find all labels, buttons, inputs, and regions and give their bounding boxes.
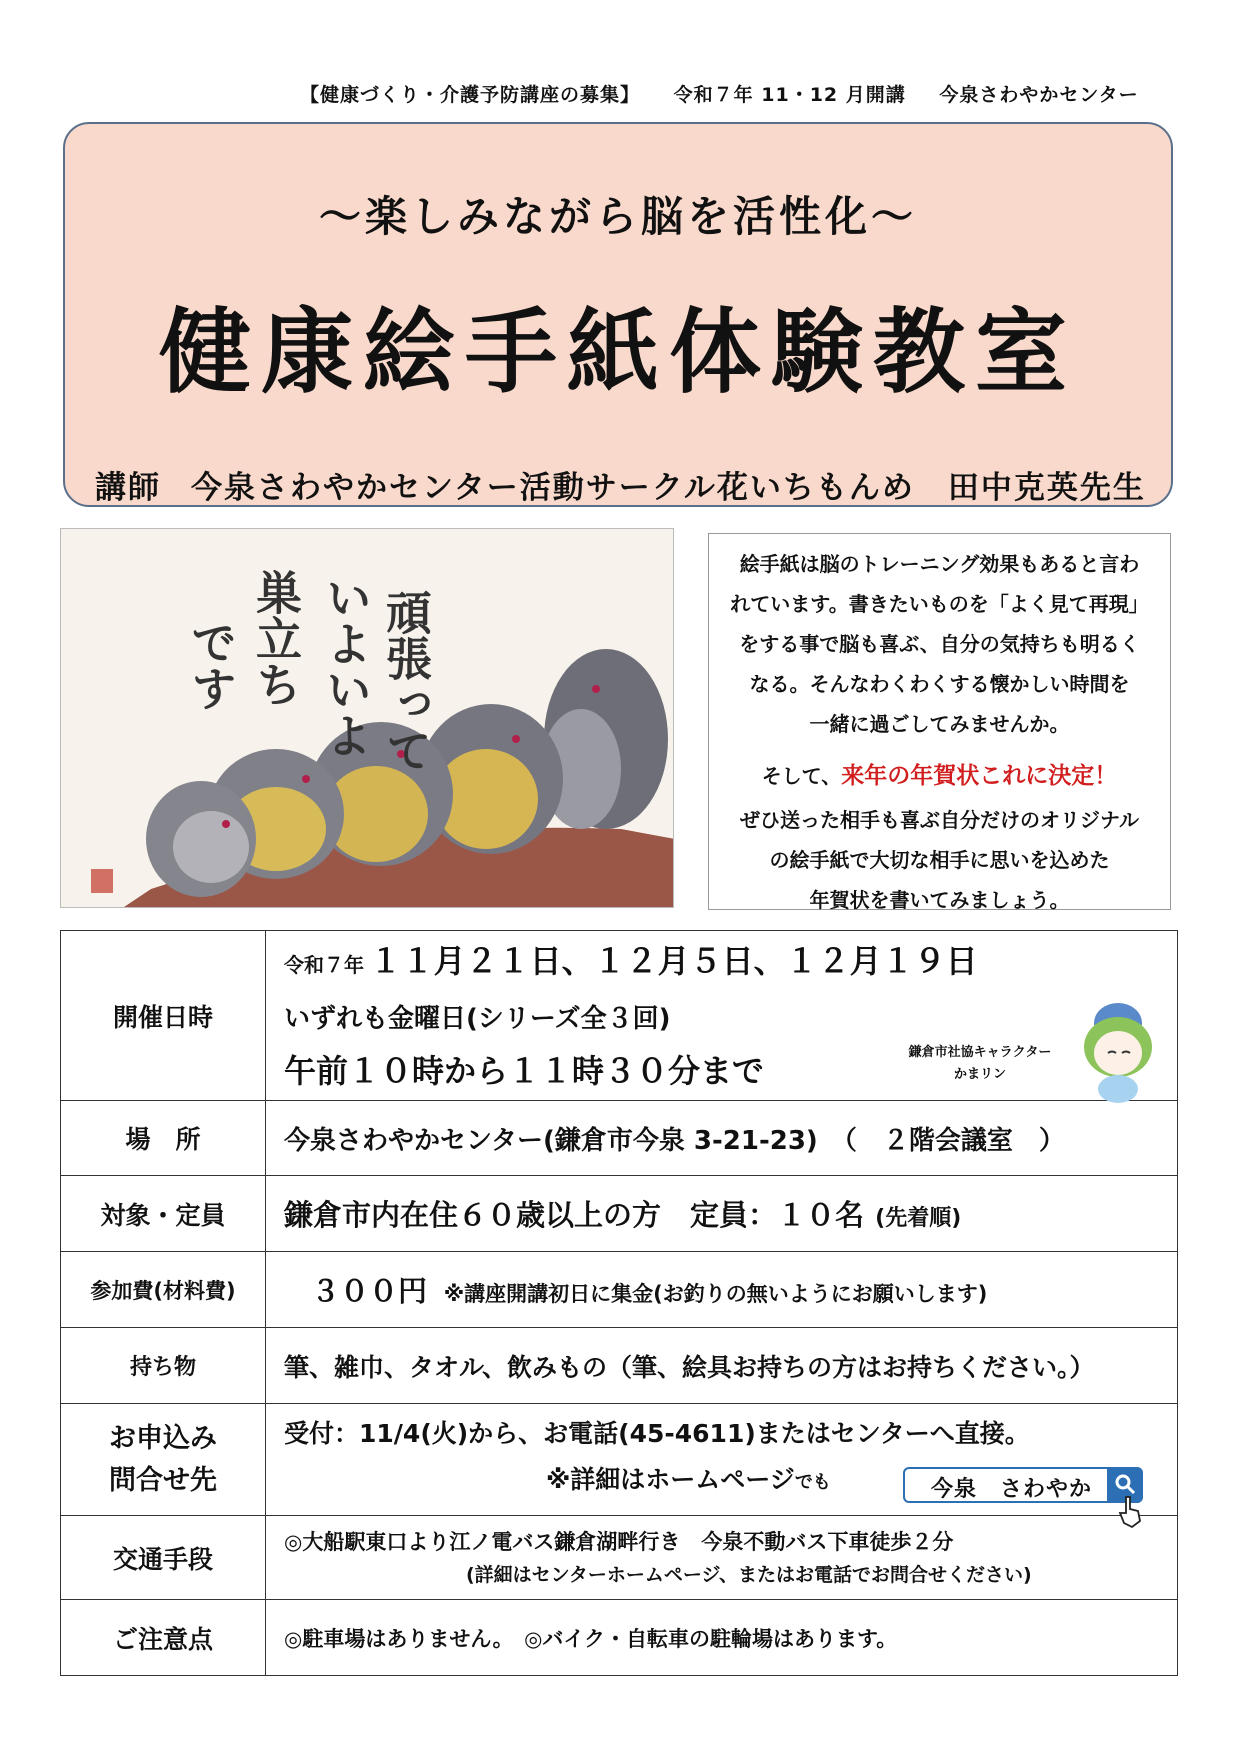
target-note: (先着順) xyxy=(875,1206,962,1231)
desc-line: 一緒に過ごしてみませんか。 xyxy=(809,712,1070,736)
label-fee: 参加費(材料費) xyxy=(61,1252,266,1328)
desc-closing: ぜひ送った相手も喜ぶ自分だけのオリジナル xyxy=(740,808,1139,832)
label-apply-2: 問合せ先 xyxy=(109,1464,217,1496)
mascot-caption-1: 鎌倉市社協キャラクター xyxy=(908,1045,1052,1060)
description-box xyxy=(708,533,1171,910)
artwork-text-2: いよいよ xyxy=(319,574,373,758)
header-category: 【健康づくり・介護予防講座の募集】 xyxy=(300,84,641,106)
apply-detail-main: ※詳細はホームページ xyxy=(546,1465,795,1494)
desc-highlight: 来年の年賀状これに決定！ xyxy=(841,763,1118,789)
desc-line: 絵手紙は脳のトレーニング効果もあると言わ xyxy=(739,552,1140,576)
apply-value: 受付：11/4(火)から、お電話(45-4611)またはセンターへ直接。 xyxy=(284,1419,1030,1448)
etegami-illustration xyxy=(60,528,674,908)
date-line xyxy=(284,935,1177,993)
subtitle: ～楽しみながら脳を活性化～ xyxy=(318,192,917,241)
desc-line: れています。書きたいものを「よく見て再現」 xyxy=(730,592,1149,616)
instructor-name: 今泉さわやかセンター活動サークル花いちもんめ 田中克英先生 xyxy=(191,470,1146,506)
venue-value: 今泉さわやかセンター(鎌倉市今泉 3-21-23) （ ２階会議室 ） xyxy=(284,1125,1065,1156)
seal-stamp xyxy=(91,869,113,893)
desc-highlight-line xyxy=(709,752,1170,800)
search-text: 今泉 さわやか xyxy=(931,1477,1093,1502)
pointer-hand-icon xyxy=(1118,1495,1144,1529)
header-period: 令和７年 11・12 月開講 xyxy=(673,84,906,106)
label-target: 対象・定員 xyxy=(61,1176,266,1252)
desc-lead: そして、 xyxy=(761,764,842,788)
label-items: 持ち物 xyxy=(61,1328,266,1404)
instructor-label: 講師 xyxy=(95,470,161,506)
date-weekday: いずれも金曜日(シリーズ全３回) xyxy=(284,1003,671,1034)
date-time: 午前１０時から１１時３０分まで xyxy=(284,1051,765,1090)
header-line xyxy=(300,80,1165,107)
label-venue: 場 所 xyxy=(61,1101,266,1176)
label-apply-1: お申込み xyxy=(109,1422,217,1454)
date-era: 令和７年 xyxy=(284,952,364,977)
row-fee xyxy=(61,1252,1178,1328)
label-access: 交通手段 xyxy=(61,1516,266,1600)
birds-illustration xyxy=(61,529,674,908)
row-items xyxy=(61,1328,1178,1404)
access-note: (詳細はセンターホームページ、またはお電話でお問合せください) xyxy=(466,1563,1032,1586)
search-box xyxy=(903,1467,1143,1503)
title-banner xyxy=(63,122,1173,507)
fee-note: ※講座開講初日に集金(お釣りの無いようにお願いします) xyxy=(443,1282,988,1306)
artwork-text-1: 頑張って xyxy=(379,589,433,773)
row-access xyxy=(61,1516,1178,1600)
page-title: 健康絵手紙体験教室 xyxy=(158,299,1077,406)
desc-line: をする事で脳も喜ぶ、自分の気持ちも明るく xyxy=(739,632,1140,656)
items-value: 筆、雑巾、タオル、飲みもの（筆、絵具お持ちの方はお持ちください。） xyxy=(284,1352,1095,1382)
mascot-caption xyxy=(905,1042,1055,1086)
notes-value: ◎駐車場はありません。 ◎バイク・自転車の駐輪場はあります。 xyxy=(284,1626,898,1651)
label-date: 開催日時 xyxy=(61,931,266,1101)
fee-amount: ３００円 xyxy=(311,1274,428,1308)
date-list: １１月２１日、１２月５日、１２月１９日 xyxy=(369,941,978,980)
desc-line: なる。そんなわくわくする懐かしい時間を xyxy=(749,672,1130,696)
artwork-text-3: 巣立ち xyxy=(249,569,303,707)
mascot-kamarin-icon xyxy=(1068,995,1168,1105)
header-center: 今泉さわやかセンター xyxy=(939,84,1139,106)
access-value: ◎大船駅東口より江ノ電バス鎌倉湖畔行き 今泉不動バス下車徒歩２分 xyxy=(284,1529,954,1554)
apply-detail-suffix: でも xyxy=(794,1472,831,1493)
desc-closing: の絵手紙で大切な相手に思いを込めた xyxy=(769,848,1110,872)
row-venue xyxy=(61,1101,1178,1176)
row-notes xyxy=(61,1600,1178,1676)
target-value: 鎌倉市内在住６０歳以上の方 定員：１０名 xyxy=(284,1198,865,1232)
instructor-line xyxy=(95,462,1151,507)
artwork-text-4: です xyxy=(184,619,238,711)
desc-closing: 年賀状を書いてみましょう。 xyxy=(809,888,1070,912)
mascot-caption-2: かまリン xyxy=(953,1067,1006,1082)
label-notes: ご注意点 xyxy=(61,1600,266,1676)
row-target xyxy=(61,1176,1178,1252)
